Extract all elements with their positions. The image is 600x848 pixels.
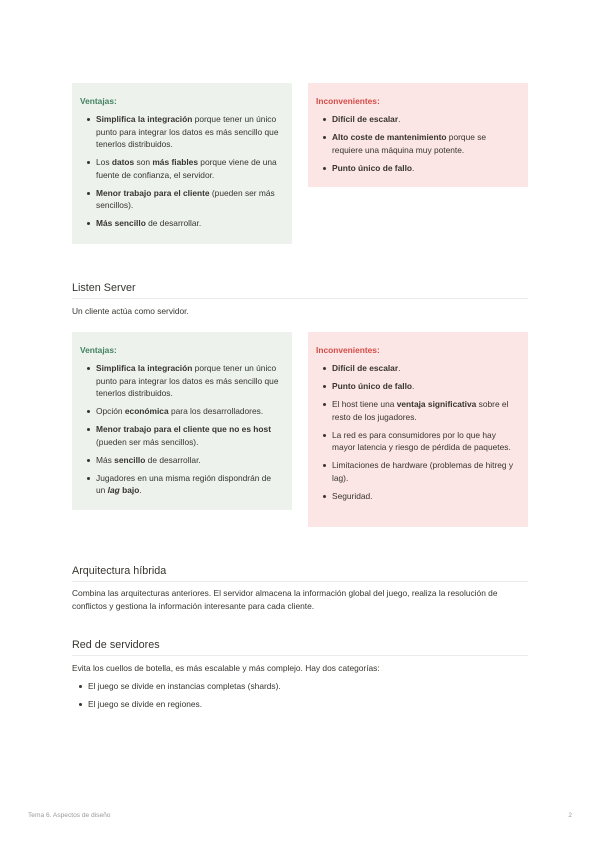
list-item	[96, 423, 282, 448]
bold-text: Menor trabajo para el cliente que no es host	[96, 424, 271, 435]
pros-title: Ventajas:	[80, 96, 117, 106]
network-text: Evita los cuellos de botella, es más escalable y más complejo. Hay dos categorías:	[72, 663, 380, 673]
text-segment: .	[398, 363, 401, 374]
hybrid-text: Combina las arquitecturas anteriores. El servidor almacena la información global del juego, realiza la resolución de conflictos y gestiona la información interesante para cada cliente.	[72, 588, 498, 611]
list-item	[332, 429, 518, 454]
bold-text: bajo	[119, 485, 140, 496]
text-segment: .	[398, 114, 401, 125]
list-item	[96, 156, 282, 181]
cons-title: Inconvenientes:	[316, 345, 380, 355]
list-item	[332, 162, 518, 174]
pros-list	[80, 113, 282, 229]
list-item: El juego se divide en instancias completas (shards).	[88, 680, 544, 692]
text-segment: Opción	[96, 406, 125, 417]
text-segment: para los desarrolladores.	[168, 406, 264, 417]
text-segment: son	[134, 157, 153, 168]
cons-list	[316, 113, 518, 174]
list-item	[96, 362, 282, 399]
bold-text	[108, 485, 120, 495]
list-item	[332, 362, 518, 374]
bold-text: sencillo	[114, 454, 146, 465]
text-segment: Los	[96, 157, 112, 168]
pros-box	[72, 332, 292, 510]
section-heading-listen-server: Listen Server	[72, 282, 528, 299]
cons-title: Inconvenientes:	[316, 96, 380, 106]
comparison-row-2	[72, 332, 528, 527]
section-heading-network: Red de servidores	[72, 639, 528, 656]
text-segment: Más	[96, 454, 115, 465]
list-item	[96, 454, 282, 466]
comparison-row-1	[72, 83, 528, 244]
text-segment: La red es para consumidores por lo que hay mayor latencia y riesgo de pérdida de paquetes.	[332, 429, 511, 453]
text-segment: .	[412, 162, 415, 173]
bold-text: Alto coste de mantenimiento	[332, 132, 447, 143]
list-item: El juego se divide en regiones.	[88, 698, 544, 710]
bold-text: Menor trabajo para el cliente	[96, 187, 210, 198]
text-segment: de desarrollar.	[145, 454, 201, 465]
list-item	[96, 472, 282, 497]
text-segment: sobre el resto de los jugadores.	[332, 399, 509, 422]
text-segment: El host tiene una	[332, 399, 397, 410]
text-segment: porque se requiere una máquina muy potente.	[332, 132, 487, 155]
cons-box	[308, 332, 528, 527]
text-segment: Limitaciones de hardware (problemas de hitreg y lag).	[332, 460, 514, 483]
list-item	[96, 187, 282, 212]
text-segment: porque viene de una fuente de confianza, el servidor.	[96, 157, 277, 180]
bold-text: Punto único de fallo	[332, 381, 413, 392]
bold-text: Más sencillo	[96, 218, 146, 229]
listen-server-intro: Un cliente actúa como servidor.	[72, 306, 189, 316]
emphasis-text: lag	[107, 485, 120, 496]
text-segment: (pueden ser más sencillos).	[96, 187, 275, 211]
list-item	[332, 113, 518, 125]
bold-text: Simplifica la integración	[96, 114, 193, 125]
bold-text: datos	[111, 157, 135, 168]
bold-text: Difícil de escalar	[332, 114, 399, 125]
text-segment: .	[139, 485, 142, 496]
bold-text: Difícil de escalar	[332, 363, 399, 374]
list-item	[332, 380, 518, 392]
list-item	[332, 490, 518, 502]
list-item	[96, 113, 282, 150]
cons-box	[308, 83, 528, 187]
cons-list	[316, 362, 518, 502]
text-segment: Jugadores en una misma región dispondrán de un	[96, 472, 272, 496]
list-item	[332, 131, 518, 156]
network-categories-list	[72, 680, 544, 715]
bold-text: Punto único de fallo	[332, 162, 413, 173]
text-segment: de desarrollar.	[145, 218, 202, 229]
list-item	[332, 398, 518, 423]
list-item	[96, 405, 282, 417]
bold-text: Simplifica la integración	[96, 363, 193, 374]
footer-title: Tema 6. Aspectos de diseño	[28, 812, 111, 819]
text-segment: porque tener un único punto para integrar los datos es más sencillo que tenerlos distribuidos.	[96, 114, 279, 150]
section-heading-hybrid: Arquitectura híbrida	[72, 565, 528, 582]
bold-text: más fiables	[152, 157, 198, 168]
pros-box	[72, 83, 292, 244]
list-item	[96, 217, 282, 229]
page-number: 2	[568, 812, 572, 819]
pros-list	[80, 362, 282, 496]
bold-text: ventaja significativa	[396, 399, 477, 410]
text-segment: .	[412, 381, 415, 392]
pros-title: Ventajas:	[80, 345, 117, 355]
text-segment: Seguridad.	[332, 490, 373, 501]
bold-text: económica	[124, 406, 169, 417]
list-item	[332, 459, 518, 484]
text-segment: (pueden ser más sencillos).	[96, 436, 199, 447]
text-segment: porque tener un único punto para integrar los datos es más sencillo que tenerlos distribuidos.	[96, 363, 279, 399]
